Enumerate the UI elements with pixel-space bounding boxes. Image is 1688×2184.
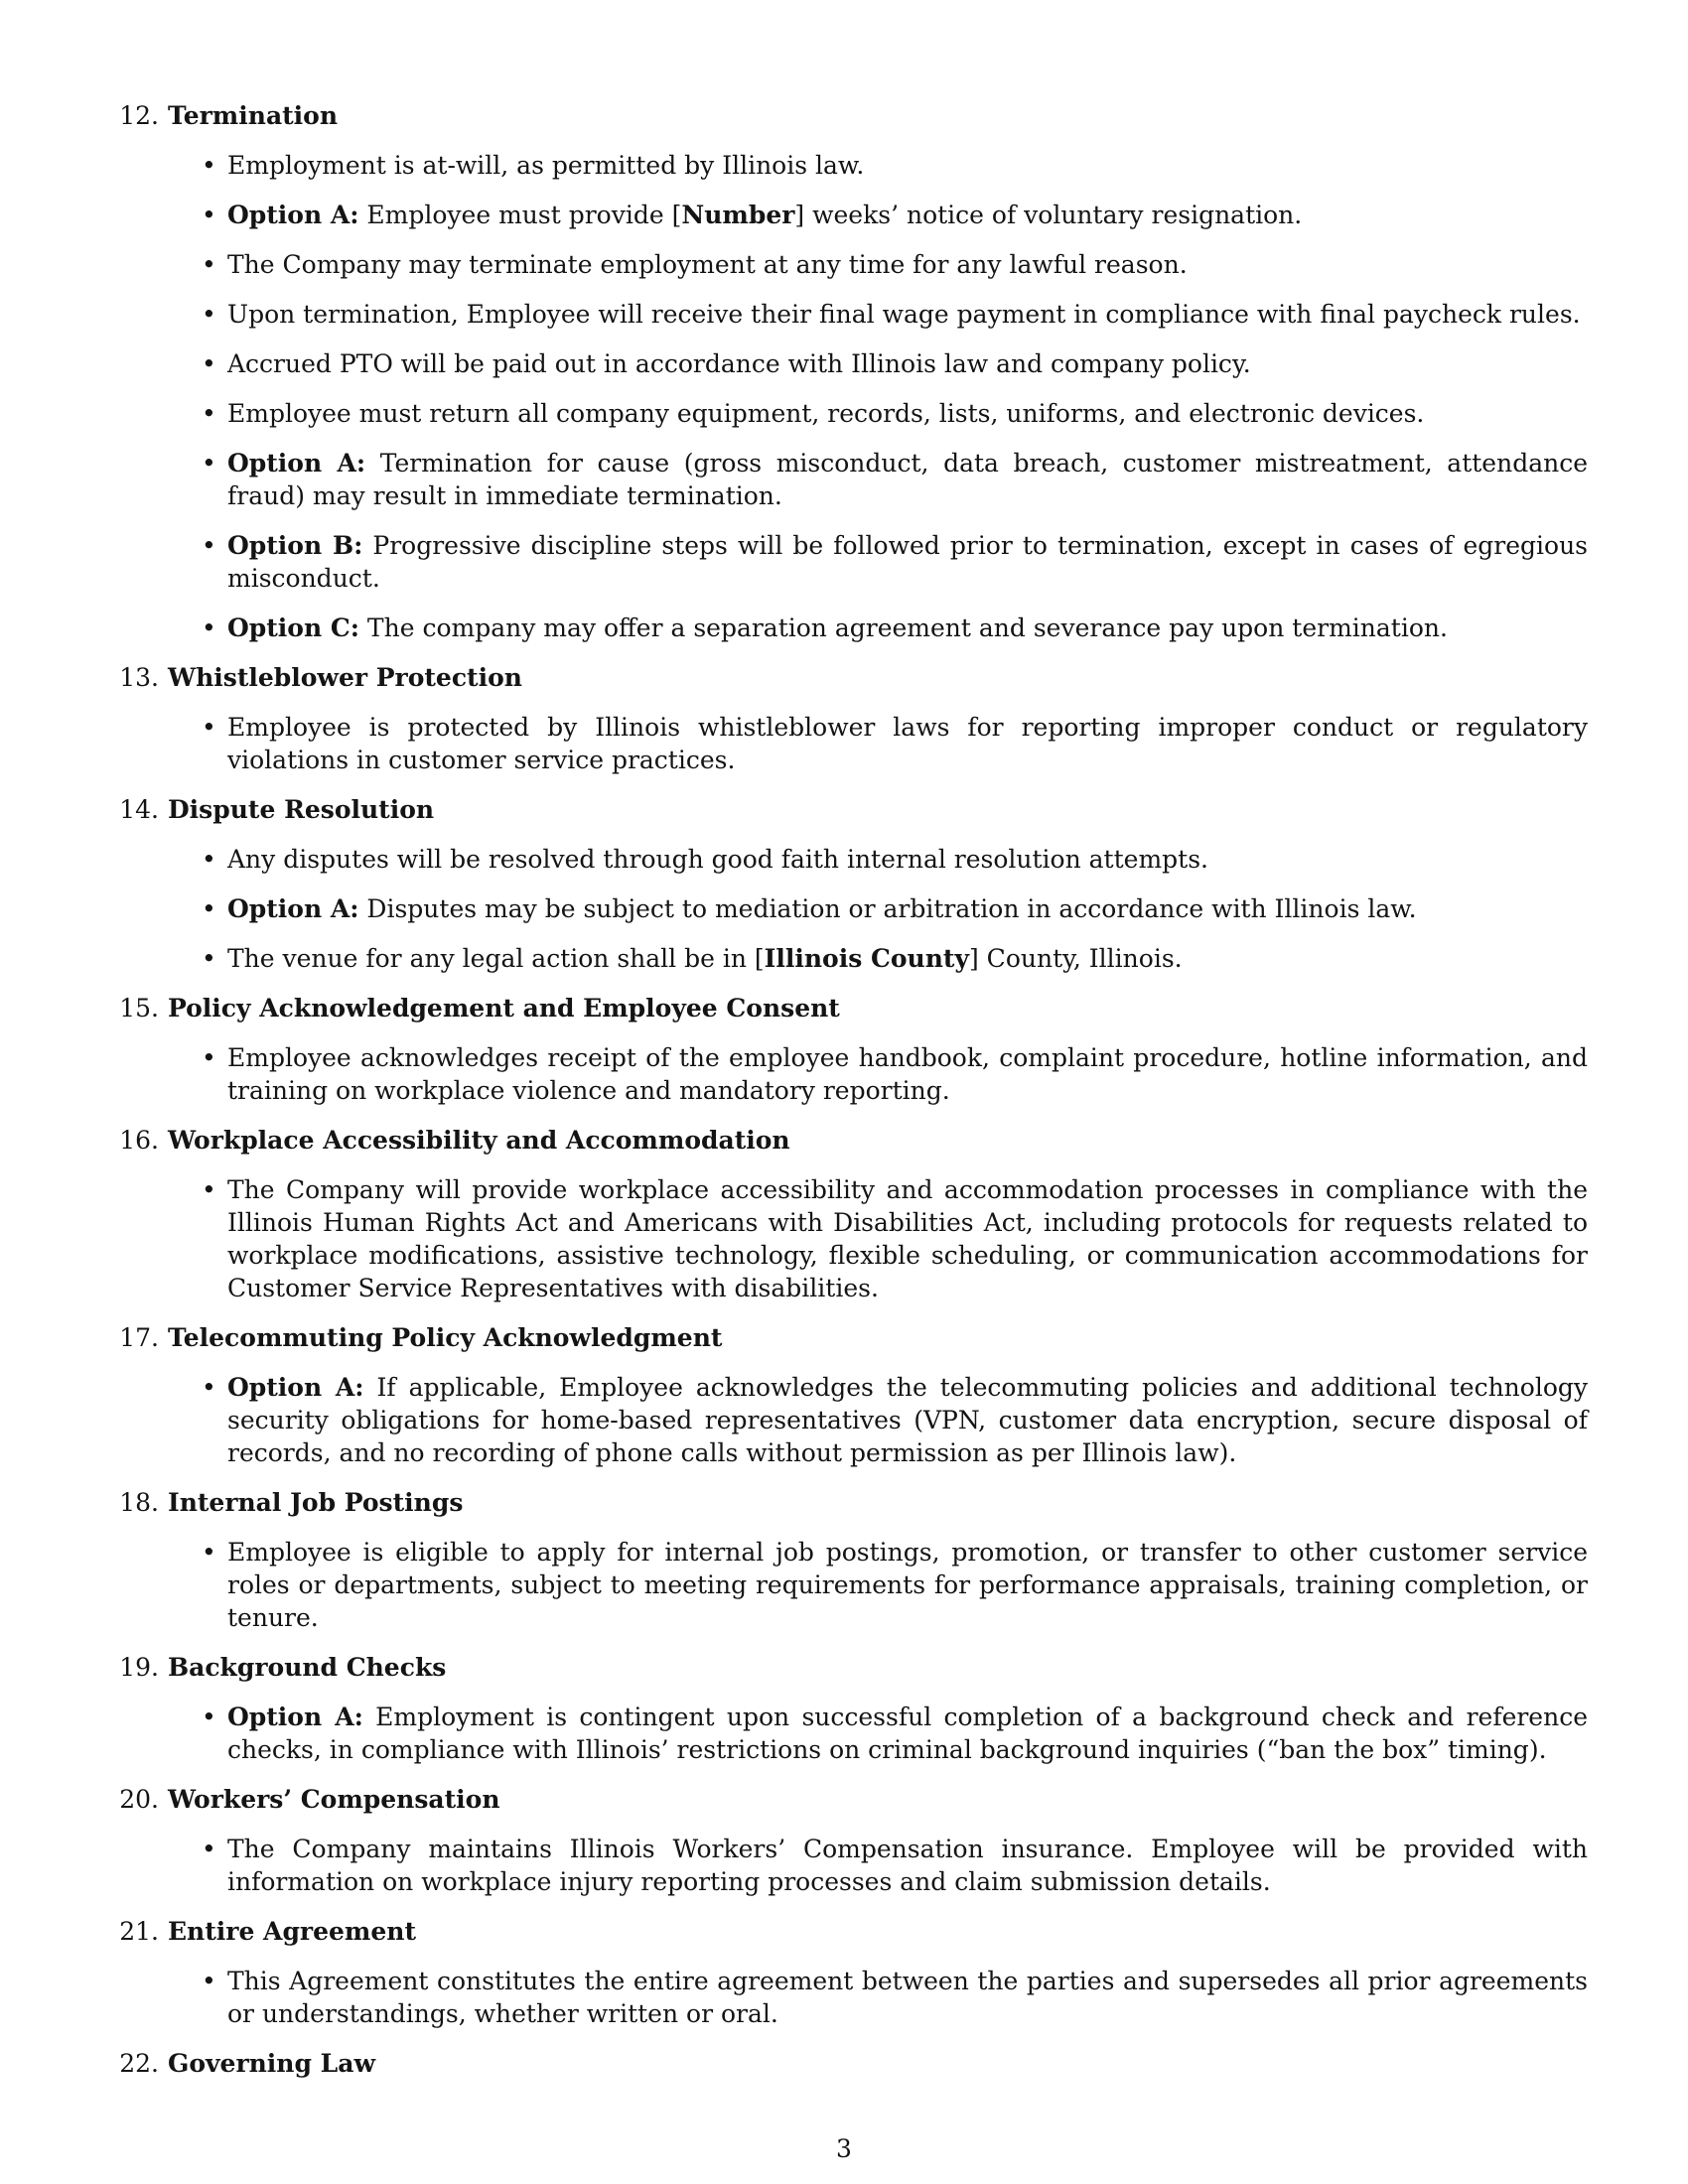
section-heading [0, 1775, 1688, 1825]
bullet-text: The company may offer a separation agreement and severance pay upon termination. [358, 614, 1448, 642]
option-label: Option A: [227, 1373, 364, 1402]
section-number: 14. [119, 795, 159, 824]
option-label: Option B: [227, 531, 363, 560]
bullet-text: Disputes may be subject to mediation or arbitration in accordance with Illinois law. [358, 894, 1417, 923]
list-item [202, 389, 1588, 439]
placeholder-field: Number [681, 201, 795, 229]
list-item [202, 1825, 1588, 1907]
section-title: Background Checks [168, 1653, 447, 1682]
section-governing-law [0, 2039, 1688, 2089]
bullet-text: If applicable, Employee acknowledges the telecommuting policies and additional technology security obligations for home-based representatives (VPN, customer data encryption, secure disposal of records, and no recording of phone calls without permission as per Illinois law). [227, 1373, 1589, 1467]
section-number: 15. [119, 994, 159, 1023]
bullet-icon: • [202, 1835, 216, 1863]
section-telecommuting-policy [0, 1313, 1688, 1478]
list-item [202, 439, 1588, 521]
section-background-checks [0, 1643, 1688, 1775]
section-workers-compensation [0, 1775, 1688, 1907]
list-item [202, 835, 1588, 885]
section-termination [0, 91, 1688, 653]
section-heading [0, 1907, 1688, 1957]
list-item [202, 1528, 1588, 1643]
bullet-icon: • [202, 614, 216, 642]
option-label: Option A: [227, 894, 359, 923]
section-title: Policy Acknowledgement and Employee Consent [168, 994, 840, 1023]
section-entire-agreement [0, 1907, 1688, 2039]
bullet-text: The Company may terminate employment at any time for any lawful reason. [227, 250, 1188, 279]
section-title: Termination [168, 101, 339, 130]
bullet-list [0, 1957, 1688, 2039]
bullet-icon: • [202, 201, 216, 229]
page-number: 3 [836, 2134, 852, 2163]
option-label: Option A: [227, 1703, 363, 1731]
list-item [202, 885, 1588, 934]
bullet-text: Employee is protected by Illinois whistleblower laws for reporting improper conduct or regulatory violations in customer service practices. [227, 713, 1588, 774]
list-item [202, 1693, 1589, 1775]
section-heading [0, 984, 1688, 1033]
bullet-text: Employee acknowledges receipt of the employee handbook, complaint procedure, hotline information, and training on workplace violence and mandatory reporting. [227, 1043, 1588, 1105]
bullet-icon: • [202, 713, 216, 742]
section-title: Governing Law [168, 2049, 375, 2078]
section-title: Internal Job Postings [168, 1488, 464, 1517]
bullet-icon: • [202, 1703, 216, 1731]
section-number: 20. [119, 1785, 159, 1814]
bullet-text: The Company will provide workplace accessibility and accommodation processes in compliance with the Illinois Human Rights Act and Americans with Disabilities Act, including protocols for requests related to workplace modifications, assistive technology, flexible scheduling, or communication accommodations for Customer Service Representatives with disabilities. [227, 1175, 1588, 1302]
bullet-list [0, 1825, 1688, 1907]
bullet-text: This Agreement constitutes the entire agreement between the parties and supersedes all prior agreements or understandings, whether written or oral. [227, 1967, 1588, 2028]
section-policy-acknowledgement [0, 984, 1688, 1116]
bullet-icon: • [202, 944, 216, 973]
bullet-text: Employment is at-will, as permitted by Illinois law. [227, 151, 865, 180]
bullet-text: Upon termination, Employee will receive their final wage payment in compliance with final paycheck rules. [227, 300, 1581, 329]
list-item [202, 240, 1588, 290]
bullet-text: The venue for any legal action shall be in [ [227, 944, 765, 973]
section-number: 16. [119, 1126, 159, 1155]
list-item [202, 1033, 1588, 1116]
section-workplace-accessibility [0, 1116, 1688, 1313]
bullet-text: Employee is eligible to apply for internal job postings, promotion, or transfer to other customer service roles or departments, subject to meeting requirements for performance appraisals, training completion, or tenure. [227, 1538, 1588, 1632]
list-item [202, 1363, 1589, 1478]
section-heading [0, 91, 1688, 141]
bullet-icon: • [202, 1373, 216, 1402]
placeholder-field: Illinois County [764, 944, 969, 973]
list-item [202, 141, 1588, 191]
option-label: Option C: [227, 614, 359, 642]
bullet-text: Any disputes will be resolved through good faith internal resolution attempts. [227, 845, 1208, 874]
option-label: Option A: [227, 449, 366, 478]
section-heading [0, 653, 1688, 703]
bullet-icon: • [202, 1538, 216, 1567]
bullet-icon: • [202, 300, 216, 329]
bullet-list [0, 141, 1688, 653]
section-number: 12. [119, 101, 159, 130]
section-number: 13. [119, 663, 159, 692]
section-heading [0, 1313, 1688, 1363]
bullet-icon: • [202, 894, 216, 923]
bullet-list [0, 835, 1688, 984]
bullet-icon: • [202, 399, 216, 428]
section-whistleblower-protection [0, 653, 1688, 785]
bullet-list [0, 1033, 1688, 1116]
section-title: Dispute Resolution [168, 795, 435, 824]
bullet-text: Termination for cause (gross misconduct, data breach, customer mistreatment, attendance fraud) may result in immediate termination. [227, 449, 1588, 510]
bullet-text: ] County, Illinois. [968, 944, 1183, 973]
bullet-text: Employee must provide [ [358, 201, 682, 229]
bullet-list [0, 1165, 1688, 1313]
bullet-icon: • [202, 151, 216, 180]
list-item [202, 340, 1588, 389]
bullet-list [0, 1693, 1688, 1775]
bullet-list [0, 1528, 1688, 1643]
bullet-text: Accrued PTO will be paid out in accordance with Illinois law and company policy. [227, 349, 1251, 378]
section-heading [0, 1116, 1688, 1165]
list-item [202, 703, 1588, 785]
section-heading [0, 1478, 1688, 1528]
section-number: 22. [119, 2049, 159, 2078]
section-title: Entire Agreement [168, 1917, 416, 1946]
section-heading [0, 785, 1688, 835]
section-title: Workplace Accessibility and Accommodation [168, 1126, 790, 1155]
section-internal-job-postings [0, 1478, 1688, 1643]
section-number: 18. [119, 1488, 159, 1517]
bullet-icon: • [202, 449, 216, 478]
section-number: 19. [119, 1653, 159, 1682]
list-item [202, 1957, 1588, 2039]
section-heading [0, 2039, 1688, 2089]
list-item [202, 191, 1588, 240]
bullet-icon: • [202, 1967, 216, 1995]
bullet-icon: • [202, 250, 216, 279]
list-item [202, 604, 1588, 653]
bullet-text: ] weeks’ notice of voluntary resignation. [794, 201, 1303, 229]
section-heading [0, 1643, 1688, 1693]
list-item [202, 934, 1588, 984]
bullet-text: Employee must return all company equipment, records, lists, uniforms, and electronic devices. [227, 399, 1425, 428]
section-dispute-resolution [0, 785, 1688, 984]
section-number: 17. [119, 1323, 159, 1352]
option-label: Option A: [227, 201, 359, 229]
section-title: Workers’ Compensation [168, 1785, 500, 1814]
list-item [202, 521, 1588, 604]
bullet-icon: • [202, 1175, 216, 1204]
bullet-icon: • [202, 845, 216, 874]
document-body [0, 91, 1688, 2089]
bullet-text: Employment is contingent upon successful completion of a background check and reference checks, in compliance with Illinois’ restrictions on criminal background inquiries (“ban the box” timing). [227, 1703, 1589, 1764]
bullet-text: The Company maintains Illinois Workers’ Compensation insurance. Employee will be provided with information on workplace injury reporting processes and claim submission details. [227, 1835, 1588, 1896]
section-title: Telecommuting Policy Acknowledgment [168, 1323, 723, 1352]
section-title: Whistleblower Protection [168, 663, 522, 692]
list-item [202, 290, 1588, 340]
bullet-icon: • [202, 1043, 216, 1072]
bullet-text: Progressive discipline steps will be followed prior to termination, except in cases of egregious misconduct. [227, 531, 1588, 593]
section-number: 21. [119, 1917, 159, 1946]
bullet-list [0, 1363, 1688, 1478]
bullet-icon: • [202, 349, 216, 378]
bullet-list [0, 703, 1688, 785]
bullet-icon: • [202, 531, 216, 560]
list-item [202, 1165, 1588, 1313]
